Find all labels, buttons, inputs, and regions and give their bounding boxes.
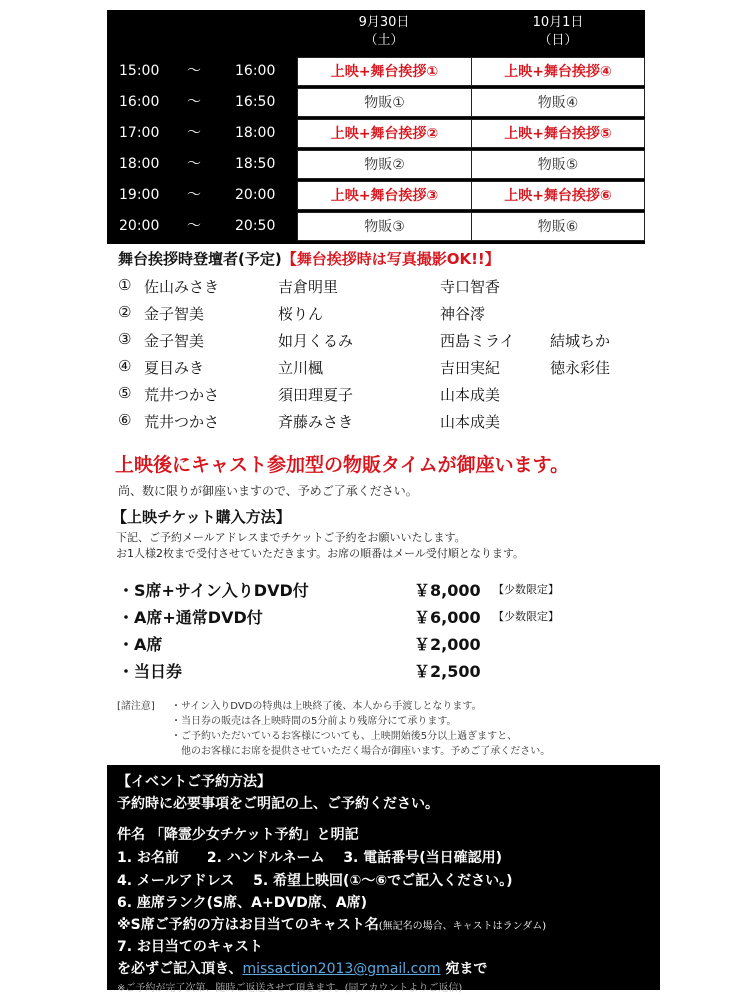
schedule-cell-day2: 物販④ — [471, 88, 645, 117]
schedule-cell-day1: 物販② — [297, 150, 472, 179]
schedule-cell-day1: 上映+舞台挨拶① — [297, 57, 472, 86]
schedule-cell-day2: 物販⑤ — [471, 150, 645, 179]
s-seat-note-small: (無記名の場合、キャストはランダム) — [378, 921, 547, 932]
schedule-row — [107, 181, 645, 210]
reservation-intro: 予約時に必要事項をご明記の上、ご予約ください。 — [117, 796, 439, 812]
schedule-header-day1 — [297, 10, 471, 61]
cast-num: ② — [118, 303, 132, 321]
cast-num: ④ — [118, 357, 132, 375]
cast-name: 立川楓 — [278, 359, 324, 377]
caution-line: ・サイン入りDVDの特典は上映終了後、本人から手渡しとなります。 — [171, 701, 482, 712]
cast-name: 夏目みき — [144, 359, 205, 377]
cast-name: 如月くるみ — [278, 332, 354, 350]
start-time: 20:00 — [119, 218, 160, 234]
price-label: ・A席 — [118, 635, 163, 654]
merch-note: 尚、数に限りが御座いますので、予めご了承ください。 — [118, 484, 418, 498]
photo-ok-note: 【舞台挨拶時は写真撮影OK!!】 — [281, 250, 500, 268]
reservation-send — [117, 958, 487, 978]
caution-label: [諸注意] — [117, 701, 155, 712]
cast-name: 荒井つかさ — [144, 386, 220, 404]
schedule-cell-day1: 物販① — [297, 88, 472, 117]
s-seat-note: ※S席ご予約の方はお目当てのキャスト名 — [117, 917, 379, 933]
start-time: 19:00 — [119, 187, 160, 203]
schedule-cell-day2: 物販⑥ — [471, 212, 645, 241]
time-separator: 〜 — [187, 156, 201, 172]
limited-badge: 【少数限定】 — [493, 583, 559, 596]
time-separator: 〜 — [187, 125, 201, 141]
cast-name: 金子智美 — [144, 332, 205, 350]
caution-line: ・当日券の販売は各上映時間の5分前より残席分にて承ります。 — [171, 716, 457, 727]
schedule-row — [107, 150, 645, 179]
cast-name: 斉藤みさき — [278, 413, 354, 431]
cast-title: 舞台挨拶時登壇者(予定) — [118, 250, 282, 268]
start-time: 16:00 — [119, 94, 160, 110]
price-label: ・S席+サイン入りDVD付 — [118, 581, 309, 600]
header-weekday: （日） — [538, 33, 578, 48]
caution-line: 他のお客様にお席を提供させていただく場合が御座います。予めご了承ください。 — [171, 746, 551, 757]
merch-headline: 上映後にキャスト参加型の物販タイムが御座います。 — [115, 454, 570, 476]
send-prefix: を必ずご記入頂き、 — [117, 961, 243, 977]
limited-badge: 【少数限定】 — [493, 610, 559, 623]
cast-name: 徳永彩佳 — [550, 359, 611, 377]
price-value: ￥8,000 — [414, 581, 481, 600]
header-weekday: （土） — [364, 33, 404, 48]
price-value: ￥6,000 — [414, 608, 481, 627]
cast-num: ③ — [118, 330, 132, 348]
end-time: 20:00 — [235, 187, 276, 203]
schedule-row — [107, 57, 645, 86]
cast-name: 神谷澪 — [440, 305, 486, 323]
cast-name: 吉田実紀 — [440, 359, 501, 377]
price-value: ￥2,500 — [414, 662, 481, 681]
cast-name: 須田理夏子 — [278, 386, 354, 404]
cast-section-title — [118, 248, 500, 269]
reservation-subject: 件名 「降霊少女チケット予約」と明記 — [117, 827, 359, 843]
schedule-cell-day2: 上映+舞台挨拶⑤ — [471, 119, 645, 148]
time-separator: 〜 — [187, 63, 201, 79]
schedule-row — [107, 212, 645, 241]
schedule-row — [107, 88, 645, 117]
end-time: 18:00 — [235, 125, 276, 141]
reservation-items-2: 4. メールアドレス 5. 希望上映回(①〜⑥でご記入ください。) — [117, 873, 513, 889]
end-time: 16:50 — [235, 94, 276, 110]
cast-name: 金子智美 — [144, 305, 205, 323]
price-value: ￥2,000 — [414, 635, 481, 654]
cast-name: 山本成美 — [440, 386, 501, 404]
send-suffix: 宛まで — [440, 961, 488, 977]
cast-name: 吉倉明里 — [278, 278, 339, 296]
reservation-items-3: 6. 座席ランク(S席、A+DVD席、A席) — [117, 895, 368, 911]
reservation-title: 【イベントご予約方法】 — [117, 774, 271, 790]
cast-name: 荒井つかさ — [144, 413, 220, 431]
cast-name: 山本成美 — [440, 413, 501, 431]
schedule-cell-day1: 物販③ — [297, 212, 472, 241]
schedule-cell-day2: 上映+舞台挨拶⑥ — [471, 181, 645, 210]
time-separator: 〜 — [187, 94, 201, 110]
header-date: 9月30日 — [358, 15, 410, 30]
cast-num: ⑤ — [118, 384, 132, 402]
cast-num: ① — [118, 276, 132, 294]
reservation-items-1: 1. お名前 2. ハンドルネーム 3. 電話番号(当日確認用) — [117, 850, 503, 866]
ticket-desc-line: お1人様2枚まで受付させていただきます。お席の順番はメール受付順となります。 — [116, 547, 525, 560]
start-time: 17:00 — [119, 125, 160, 141]
ticket-section-title: 【上映チケット購入方法】 — [112, 508, 291, 526]
cast-name: 西島ミライ — [440, 332, 515, 350]
reservation-s-note — [117, 914, 546, 934]
cast-num: ⑥ — [118, 411, 132, 429]
time-separator: 〜 — [187, 218, 201, 234]
email-link[interactable]: missaction2013@gmail.com — [242, 961, 441, 977]
schedule-row — [107, 119, 645, 148]
caution-line: ・ご予約いただいているお客様についても、上映開始後5分以上過ぎますと、 — [171, 731, 518, 742]
reservation-box — [107, 765, 660, 994]
start-time: 15:00 — [119, 63, 160, 79]
end-time: 18:50 — [235, 156, 276, 172]
reservation-item-7: 7. お目当てのキャスト — [117, 939, 263, 955]
schedule-cell-day1: 上映+舞台挨拶③ — [297, 181, 472, 210]
end-time: 16:00 — [235, 63, 276, 79]
reservation-footnote: ※ご予約が完了次第、随時ご返送させて頂きます。(同アカウントよりご返信) — [117, 983, 463, 994]
schedule-table — [107, 10, 645, 244]
cast-name: 寺口智香 — [440, 278, 501, 296]
price-label: ・当日券 — [118, 662, 183, 681]
schedule-header-day2 — [471, 10, 645, 61]
start-time: 18:00 — [119, 156, 160, 172]
schedule-cell-day1: 上映+舞台挨拶② — [297, 119, 472, 148]
cast-name: 佐山みさき — [144, 278, 220, 296]
ticket-desc-line: 下記、ご予約メールアドレスまでチケットご予約をお願いいたします。 — [116, 531, 466, 544]
price-label: ・A席+通常DVD付 — [118, 608, 263, 627]
header-date: 10月1日 — [532, 15, 584, 30]
schedule-cell-day2: 上映+舞台挨拶④ — [471, 57, 645, 86]
end-time: 20:50 — [235, 218, 276, 234]
cast-name: 結城ちか — [550, 332, 611, 350]
time-separator: 〜 — [187, 187, 201, 203]
cast-name: 桜りん — [278, 305, 324, 323]
